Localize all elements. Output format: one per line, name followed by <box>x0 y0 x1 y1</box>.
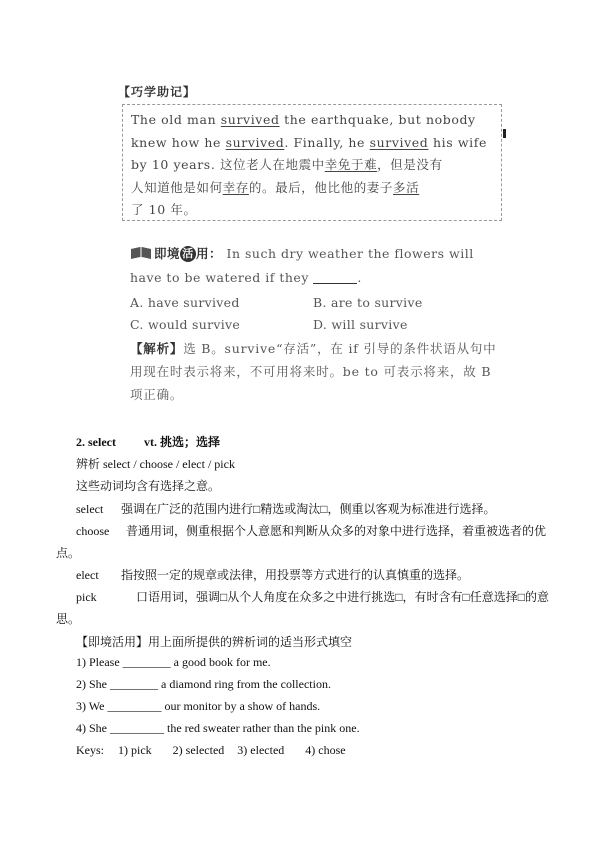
discrimination-heading: 辨析 select / choose / elect / pick <box>76 457 235 471</box>
select-entry: select 强调在广泛的范围内进行□精选或淘汰□，侧重以客观为标准进行选择。 <box>76 502 496 516</box>
answer-blank <box>313 271 357 284</box>
answer-keys: Keys: 1) pick 2) selected 3) elected 4) chose <box>76 743 346 757</box>
question-text-b: have to be watered if they <box>130 270 309 285</box>
option-b: B. are to survive <box>313 295 423 310</box>
exercise-title: 【即境活用】用上面所提供的辨析词的适当形式填空 <box>76 635 353 649</box>
intro-text: 这些动词均含有选择之意。 <box>76 479 221 493</box>
scan-mark <box>503 129 506 138</box>
memo-line-5: 了 10 年。 <box>131 202 197 217</box>
memo-line-4: 人知道他是如何幸存的。最后，他比他的妻子多活 <box>131 179 420 195</box>
pick-entry-cont: 思。 <box>56 612 81 626</box>
option-a: A. have survived <box>130 295 240 310</box>
practice-label: 即境 活 用： <box>154 246 223 261</box>
question-text-a: In such dry weather the flowers will <box>226 246 474 261</box>
exercise-q4: 4) She _________ the red sweater rather than the pink one. <box>76 721 360 735</box>
pick-entry: pick 口语用词，强调□从个人角度在众多之中进行挑选□，有时含有□任意选择□的意 <box>76 590 549 604</box>
choose-entry-cont: 点。 <box>56 546 81 560</box>
memo-line-3: by 10 years. 这位老人在地震中幸免于难，但是没有 <box>131 157 443 172</box>
practice-question: 即境 活 用： In such dry weather the flowers will have to be watered if they . <box>130 246 474 285</box>
memo-line-2: knew how he survived. Finally, he survived his wife <box>131 134 487 150</box>
choose-entry: choose 普通用词，侧重根据个人意愿和判断从众多的对象中进行选择，着重被选者的优 <box>76 524 547 538</box>
analysis-label: 【解析】 <box>130 341 184 356</box>
elect-entry: elect 指按照一定的规章或法律，用投票等方式进行的认真慎重的选择。 <box>76 568 470 582</box>
exercise-q2: 2) She ________ a diamond ring from the collection. <box>76 677 331 691</box>
option-d: D. will survive <box>313 317 408 332</box>
analysis <box>130 337 500 406</box>
exercise-q1: 1) Please ________ a good book for me. <box>76 655 271 669</box>
memo-line-1: The old man survived the earthquake, but nobody <box>131 112 476 127</box>
memo-heading: 【巧学助记】 <box>118 85 197 99</box>
memo-box <box>122 104 502 221</box>
section-title: 2. select vt. 挑选；选择 <box>76 435 220 449</box>
analysis-text: 选 B。survive“存活”，在 if 引导的条件状语从句中用现在时表示将来，不可用将来时。be to 可表示将来，故 B 项正确。 <box>130 341 497 402</box>
option-c: C. would survive <box>130 317 241 332</box>
book-icon <box>130 246 152 260</box>
exercise-q3: 3) We _________ our monitor by a show of hands. <box>76 699 321 713</box>
